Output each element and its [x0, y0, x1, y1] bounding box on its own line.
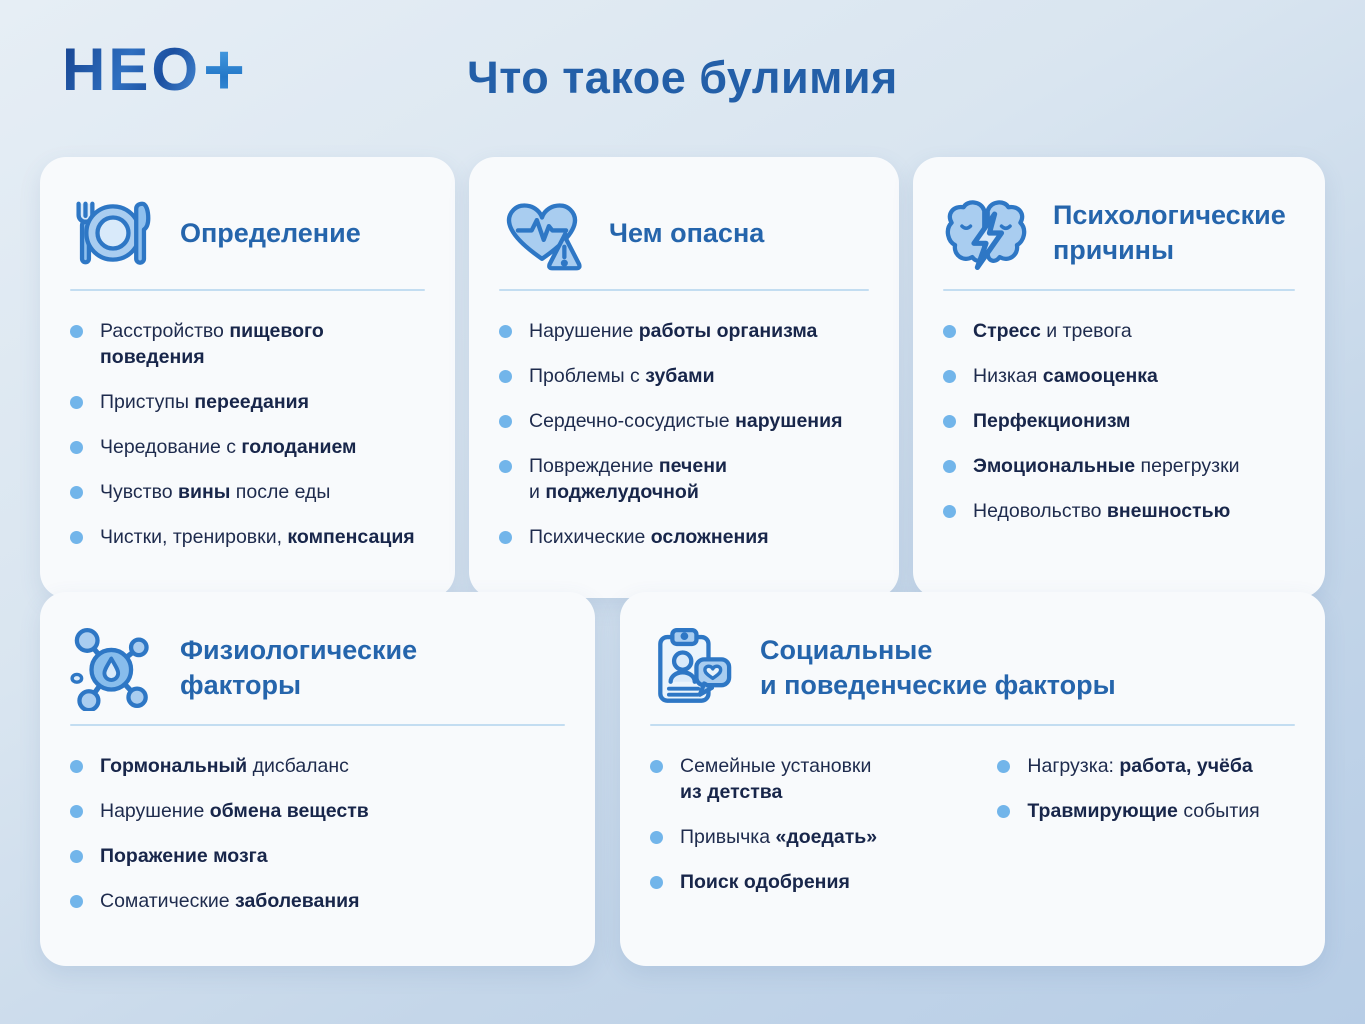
- list-item: [997, 799, 1295, 825]
- list-item: [943, 364, 1295, 390]
- bullet-dot: [650, 876, 663, 889]
- logo-plus-icon: +: [203, 30, 249, 110]
- bullet-dot: [997, 760, 1010, 773]
- list-item-text: Нарушение работы организма: [529, 320, 818, 342]
- divider: [70, 289, 425, 291]
- list-item: [499, 319, 869, 345]
- list-item-text: Расстройство пищевого поведения: [100, 320, 324, 368]
- list-item: [499, 454, 869, 506]
- clipboard-person-icon: [650, 625, 736, 711]
- bullet-dot: [499, 531, 512, 544]
- list-item: [70, 319, 425, 371]
- list-item: [70, 799, 565, 825]
- bullet-dot: [943, 460, 956, 473]
- brain-lightning-icon: [943, 190, 1029, 276]
- two-column-lists: [650, 754, 1295, 915]
- list-item: [70, 390, 425, 416]
- list-item-text: Чередование с голоданием: [100, 435, 357, 458]
- bullet-dot: [499, 370, 512, 383]
- bullet-dot: [943, 370, 956, 383]
- bullet-dot: [70, 805, 83, 818]
- list-item-text: Чувство вины после еды: [100, 480, 331, 503]
- list-item: [997, 754, 1295, 780]
- list-item-text: Гормональный дисбаланс: [100, 755, 349, 777]
- card-title: Психологические причины: [1053, 200, 1286, 265]
- card-header: [943, 185, 1295, 281]
- card-list: [943, 319, 1295, 525]
- list-item-text: Поиск одобрения: [680, 870, 850, 893]
- bullet-dot: [499, 415, 512, 428]
- list-item-text: Повреждение печени и поджелудочной: [529, 454, 727, 503]
- card-header: [650, 620, 1295, 716]
- logo-text: НЕО: [62, 36, 202, 104]
- bullet-dot: [70, 486, 83, 499]
- list-item-text: Соматические заболевания: [100, 889, 360, 912]
- card-title: Социальные и поведенческие факторы: [760, 635, 1116, 700]
- divider: [943, 289, 1295, 291]
- list-item: [70, 525, 425, 551]
- bullet-dot: [499, 325, 512, 338]
- card-header: [499, 185, 869, 281]
- list-item: [650, 870, 971, 896]
- list-item-text: Чистки, тренировки, компенсация: [100, 525, 415, 548]
- list-item: [70, 435, 425, 461]
- bullet-dot: [943, 325, 956, 338]
- list-item-text: Поражение мозга: [100, 844, 268, 867]
- list-item-text: Нагрузка: работа, учёба: [1027, 755, 1253, 777]
- list-item-text: Низкая самооценка: [973, 364, 1158, 387]
- bullet-dot: [70, 895, 83, 908]
- list-item-text: Недовольство внешностью: [973, 499, 1231, 522]
- list-item-text: Семейные установки из детства: [680, 755, 872, 803]
- bullet-dot: [997, 805, 1010, 818]
- list-item: [70, 889, 565, 915]
- divider: [70, 724, 565, 726]
- meal-icon: [70, 190, 156, 276]
- card-header: [70, 620, 565, 716]
- list-item: [499, 409, 869, 435]
- list-item-text: Приступы переедания: [100, 390, 309, 413]
- list-item-text: Стресс и тревога: [973, 320, 1132, 342]
- divider: [650, 724, 1295, 726]
- cards-row-bottom: [40, 592, 1325, 966]
- divider: [499, 289, 869, 291]
- list-item-text: Нарушение обмена веществ: [100, 799, 369, 822]
- card-dangers: [469, 157, 899, 598]
- card-physiological-factors: [40, 592, 595, 966]
- list-item-text: Психические осложнения: [529, 525, 769, 548]
- heart-pulse-warning-icon: [499, 190, 585, 276]
- card-title: Чем опасна: [609, 217, 765, 248]
- card-title: Определение: [180, 217, 361, 248]
- card-psychological-causes: [913, 157, 1325, 598]
- bullet-dot: [70, 531, 83, 544]
- list-item: [70, 844, 565, 870]
- card-list: [70, 754, 565, 915]
- bullet-dot: [70, 325, 83, 338]
- cards-row-top: [40, 157, 1325, 578]
- molecule-icon: [70, 625, 156, 711]
- bullet-dot: [499, 460, 512, 473]
- card-definition: [40, 157, 455, 598]
- card-list: [499, 319, 869, 551]
- card-title: Физиологические факторы: [180, 635, 418, 700]
- list-item: [70, 754, 565, 780]
- list-item: [943, 319, 1295, 345]
- list-item-text: Проблемы с зубами: [529, 364, 715, 387]
- cards-grid: [40, 157, 1325, 966]
- bullet-dot: [943, 415, 956, 428]
- list-item-text: Привычка «доедать»: [680, 825, 878, 848]
- list-item: [650, 754, 971, 806]
- card-list-left: [650, 754, 971, 915]
- list-item-text: Эмоциональные перегрузки: [973, 454, 1240, 477]
- list-item-text: Травмирующие события: [1027, 799, 1260, 822]
- list-item: [499, 364, 869, 390]
- list-item-text: Перфекционизм: [973, 409, 1131, 432]
- bullet-dot: [70, 760, 83, 773]
- list-item-text: Сердечно-сосудистые нарушения: [529, 409, 843, 432]
- list-item: [943, 409, 1295, 435]
- list-item: [943, 499, 1295, 525]
- list-item: [70, 480, 425, 506]
- list-item: [499, 525, 869, 551]
- bullet-dot: [943, 505, 956, 518]
- bullet-dot: [650, 831, 663, 844]
- card-list-right: [997, 754, 1295, 915]
- page-header: [0, 0, 1365, 157]
- card-social-behavioral-factors: [620, 592, 1325, 966]
- card-header: [70, 185, 425, 281]
- list-item: [650, 825, 971, 851]
- bullet-dot: [70, 441, 83, 454]
- list-item: [943, 454, 1295, 480]
- page-title: Что такое булимия: [467, 52, 898, 103]
- bullet-dot: [70, 850, 83, 863]
- bullet-dot: [70, 396, 83, 409]
- bullet-dot: [650, 760, 663, 773]
- card-list: [70, 319, 425, 551]
